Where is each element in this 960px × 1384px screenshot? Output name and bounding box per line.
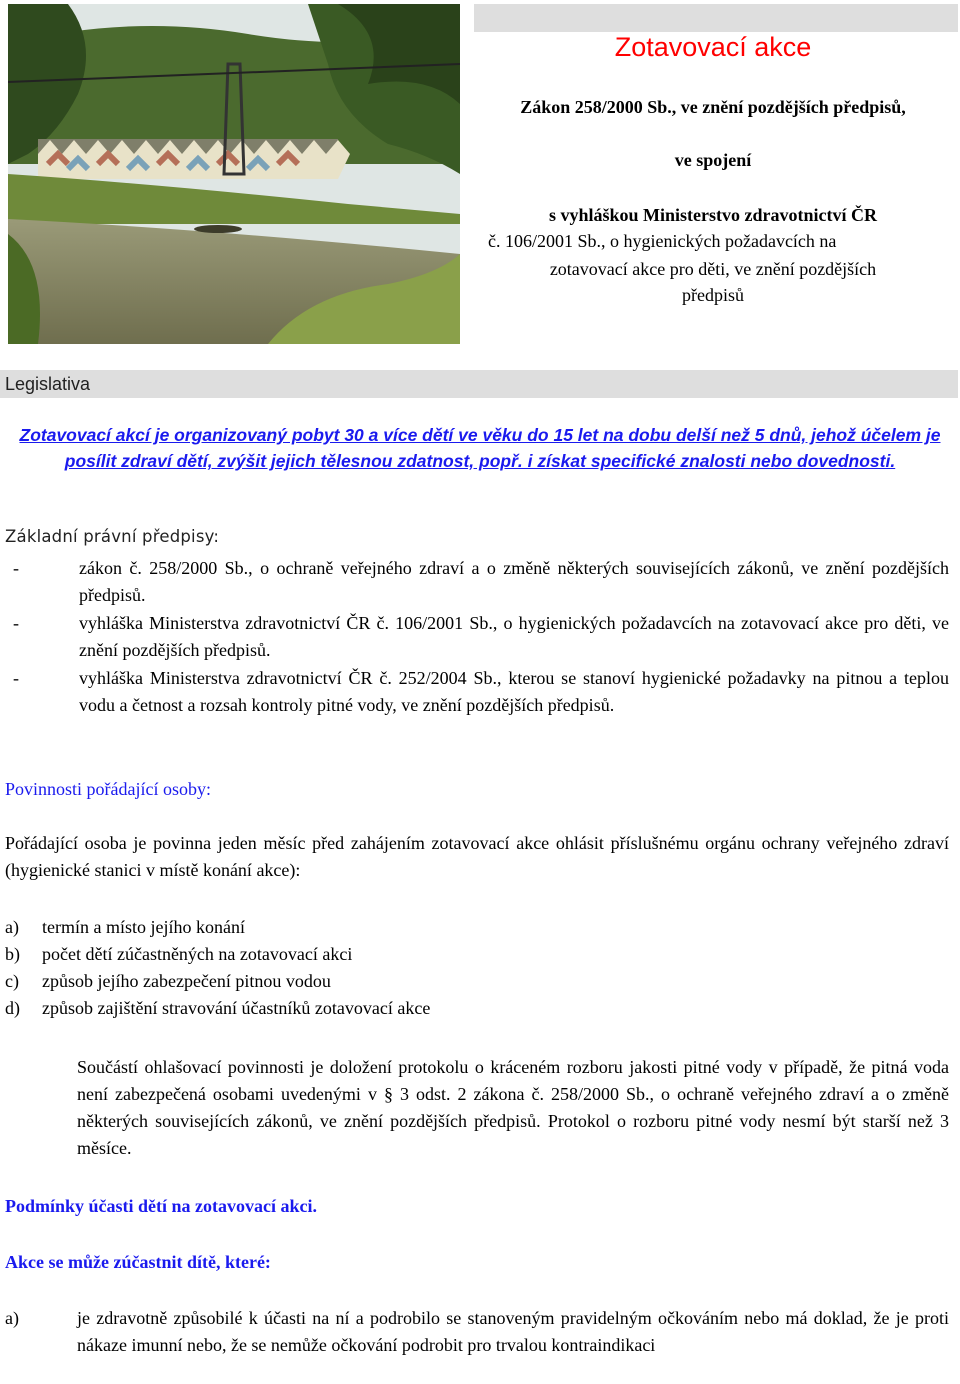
intro-definition: Zotavovací akcí je organizovaný pobyt 30 a více dětí ve věku do 15 let na dobu delší než 5 dnů, jehož účelem je posílit zdraví dětí, zvýšit jejich tělesnou zdatnost, popř. i získat specifické znalosti nebo dovednosti. [19, 425, 941, 471]
section-label: Legislativa [5, 374, 91, 394]
basic-item-1-rest: , o ochraně veřejného zdraví a o změně některých souvisejících zákonů, ve znění pozdějších předpisů. [79, 558, 949, 605]
decree-line-1: s vyhláškou Ministerstvo zdravotnictví ČR [549, 205, 877, 225]
camp-photo [8, 4, 460, 344]
conditions-item [5, 1305, 949, 1359]
section-bar [0, 370, 958, 398]
basic-item-2-lead: vyhláška Ministerstva zdravotnictví ČR č. 106/2001 Sb. [79, 613, 493, 633]
list-item: c) způsob jejího zabezpečení pitnou vodou [5, 971, 331, 991]
camp-photo-icon [8, 4, 460, 344]
duties-paragraph: Pořádající osoba je povinna jeden měsíc před zahájením zotavovací akce ohlásit příslušnému orgánu ochrany veřejného zdraví (hygienické stanici v místě konání akce): [5, 833, 949, 880]
basic-item-3 [5, 665, 949, 719]
basic-item-3-rest: , kterou se stanoví hygienické požadavky na pitnou a teplou vodu a četnost a rozsah kontroly pitné vody, ve znění pozdějších předpisů. [79, 668, 949, 715]
basic-item-2-rest: , o hygienických požadavcích na zotavovací akce pro děti, ve znění pozdějších předpisů. [79, 613, 949, 660]
dash-marker: - [13, 668, 19, 688]
decree-line-3: zotavovací akce pro děti, ve znění pozdějších [549, 259, 877, 279]
dash-marker: - [13, 613, 19, 633]
list-item: a) termín a místo jejího konání [5, 917, 245, 937]
law-reference: Zákon 258/2000 Sb., ve znění pozdějších předpisů, [520, 97, 906, 117]
duties-note: Součástí ohlašovací povinnosti je doložení protokolu o kráceném rozboru jakosti pitné vody v případě, že pitná voda není zabezpečená osobami uvedenými v § 3 odst. 2 zákona č. 258/2000 Sb., o ochraně veřejného zdraví a o změně některých souvisejících zákonů, ve znění pozdějších předpisů. Protokol o rozboru pitné vody nesmí být starší než 3 měsíce. [77, 1057, 949, 1158]
duties-list [5, 914, 949, 1022]
item-marker: a) [5, 1308, 19, 1328]
page-title: Zotavovací akce [614, 32, 812, 62]
list-item: b) počet dětí zúčastněných na zotavovací akci [5, 944, 353, 964]
conditions-subheading: Akce se může zúčastnit dítě, které: [5, 1252, 271, 1272]
list-item: d) způsob zajištění stravování účastníků zotavovací akce [5, 998, 431, 1018]
basic-heading: Základní právní předpisy: [5, 527, 220, 546]
header-bar [474, 4, 958, 32]
basic-item-2 [5, 610, 949, 664]
decree-line-2: č. 106/2001 Sb., o hygienických požadavcích na [488, 231, 837, 251]
basic-item-3-lead: vyhláška Ministerstva zdravotnictví ČR č. 252/2004 Sb. [79, 668, 498, 688]
decree-line-4: předpisů [682, 285, 744, 305]
conditions-item-text: je zdravotně způsobilé k účasti na ní a podrobilo se stanoveným pravidelným očkováním nebo má doklad, že je proti nákaze imunní nebo, že se nemůže očkování podrobit pro trvalou kontraindikaci [77, 1308, 949, 1355]
dash-marker: - [13, 558, 19, 578]
conditions-heading: Podmínky účasti dětí na zotavovací akci. [5, 1196, 318, 1216]
conjunction-text: ve spojení [674, 150, 752, 170]
basic-item-1-lead: zákon č. 258/2000 Sb. [79, 558, 249, 578]
duties-heading: Povinnosti pořádající osoby: [5, 779, 211, 799]
basic-item-1 [5, 555, 949, 609]
